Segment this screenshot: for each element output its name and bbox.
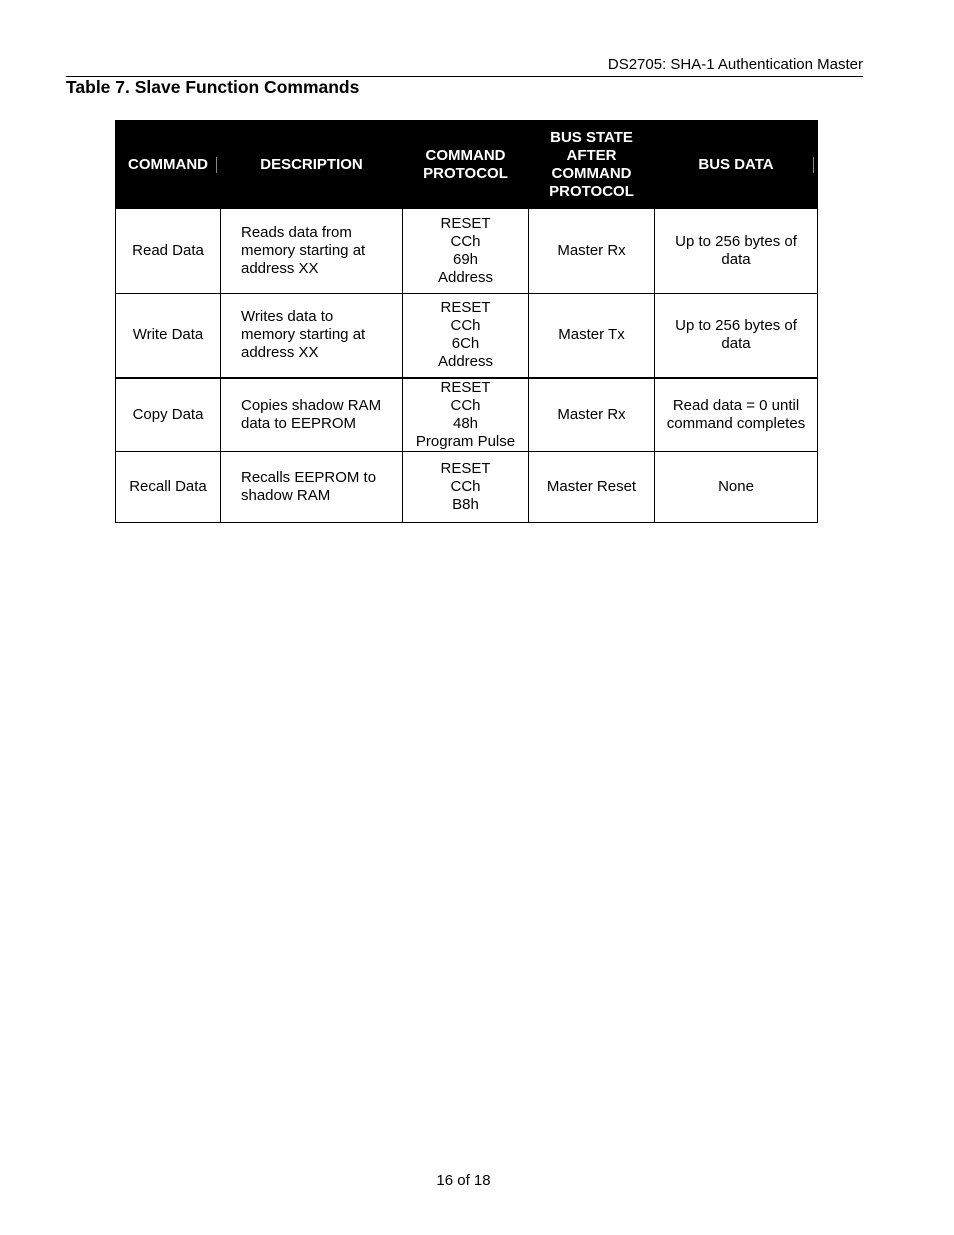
cell-bus-data: Read data = 0 until command completes xyxy=(655,378,818,452)
table-row xyxy=(116,294,818,378)
cell-bus-data: None xyxy=(655,451,818,522)
cell-bus-state: Master Reset xyxy=(529,451,655,522)
cell-protocol: RESET CCh B8h xyxy=(403,451,529,522)
column-header-description: DESCRIPTION xyxy=(221,121,403,209)
cell-bus-state: Master Tx xyxy=(529,294,655,378)
table-row xyxy=(116,378,818,452)
cell-bus-state: Master Rx xyxy=(529,378,655,452)
cell-command: Write Data xyxy=(116,294,221,378)
table-row xyxy=(116,451,818,522)
cell-description: Copies shadow RAM data to EEPROM xyxy=(221,378,403,452)
document-title: DS2705: SHA-1 Authentication Master xyxy=(607,56,863,73)
document-header xyxy=(66,56,863,77)
cell-command: Read Data xyxy=(116,209,221,294)
page-number: 16 of 18 xyxy=(436,1172,491,1189)
cell-protocol: RESET CCh 69h Address xyxy=(403,209,529,294)
cell-bus-data: Up to 256 bytes of data xyxy=(655,294,818,378)
column-header-bus-data: BUS DATA xyxy=(655,121,818,209)
cell-description: Reads data from memory starting at address XX xyxy=(221,209,403,294)
cell-protocol: RESET CCh 6Ch Address xyxy=(403,294,529,378)
cell-description: Writes data to memory starting at address XX xyxy=(221,294,403,378)
cell-protocol: RESET CCh 48h Program Pulse xyxy=(403,378,529,452)
cell-command: Recall Data xyxy=(116,451,221,522)
cell-bus-state: Master Rx xyxy=(529,209,655,294)
column-header-command: COMMAND xyxy=(116,121,221,209)
column-header-bus-state: BUS STATE AFTER COMMAND PROTOCOL xyxy=(529,121,655,209)
table-header-row xyxy=(116,121,818,209)
slave-function-commands-table xyxy=(115,120,818,523)
table-caption: Table 7. Slave Function Commands xyxy=(66,77,360,97)
table-row xyxy=(116,209,818,294)
cell-command: Copy Data xyxy=(116,378,221,452)
cell-description: Recalls EEPROM to shadow RAM xyxy=(221,451,403,522)
cell-bus-data: Up to 256 bytes of data xyxy=(655,209,818,294)
column-header-command-protocol: COMMAND PROTOCOL xyxy=(403,121,529,209)
